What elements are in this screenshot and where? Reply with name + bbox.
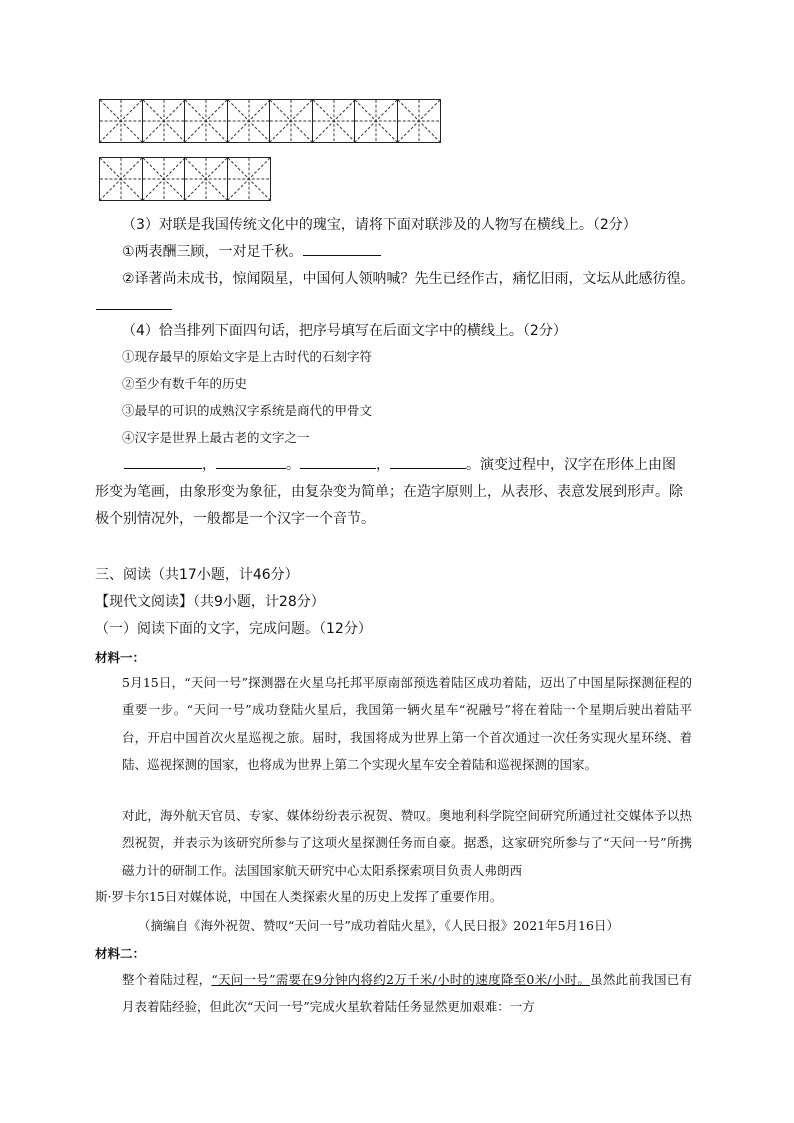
writing-grid-cell[interactable]	[142, 157, 186, 201]
material1-label: 材料一：	[95, 650, 146, 665]
writing-grid-cell[interactable]	[227, 99, 271, 143]
q4-option-3: ③最早的可识的成熟汉字系统是商代的甲骨文	[122, 403, 373, 418]
q4-title: （4）恰当排列下面四句话，把序号填写在后面文字中的横线上。（2分）	[122, 323, 567, 339]
material2-p1	[122, 966, 692, 1021]
section3-sub: 【现代文阅读】（共9小题，计28分）	[95, 594, 325, 610]
q4-para-rest: 形变为笔画，由象形变为象征，由复杂变为简单；在造字原则上，从表形、表意发展到形声。除极个别情况外，一般都是一个汉字一个音节。	[95, 484, 683, 527]
writing-grid-cell[interactable]	[312, 99, 356, 143]
q3-item2-blank[interactable]	[96, 297, 172, 310]
writing-grid-cell[interactable]	[142, 99, 186, 143]
q4-blank-1[interactable]	[124, 456, 202, 469]
material1-p1: 5月15日，“天问一号”探测器在火星乌托邦平原南部预选着陆区成功着陆，迈出了中国星际探测征程的重要一步。“天问一号”成功登陆火星后，我国第一辆火星车“祝融号”将在着陆一个星期后驶出着陆平台，开启中国首次火星巡视之旅。届时，我国将成为世界上第一个首次通过一次任务实现火星环绕、着陆、巡视探测的国家，也将成为世界上第二个实现火星车安全着陆和巡视探测的国家。	[122, 675, 692, 772]
q4-answer-paragraph	[122, 452, 682, 479]
writing-grid-row-1	[99, 99, 439, 143]
q3-item2: ②译著尚未成书，惊闻陨星，中国何人领呐喊？先生已经作古，痛忆旧雨，文坛从此感彷徨。	[122, 271, 695, 287]
writing-grid-cell[interactable]	[99, 99, 143, 143]
material1-source: （摘编自《海外祝贺、赞叹“天问一号”成功着陆火星》，《人民日报》2021年5月16日）	[138, 918, 619, 933]
material2-p1-underlined: “天问一号”需要在9分钟内将约2万千米/小时的速度降至0米/小时。	[211, 972, 591, 987]
q4-sep-1: ，	[202, 457, 216, 473]
material1-p2b: 斯·罗卡尔15日对媒体说，中国在人类探索火星的历史上发挥了重要作用。	[95, 889, 503, 904]
material2-p1-pre: 整个着陆过程，	[122, 972, 212, 987]
material2-label: 材料二：	[95, 946, 146, 961]
section3-part1: （一）阅读下面的文字，完成问题。（12分）	[95, 621, 372, 637]
section3-title: 三、阅读（共17小题，计46分）	[95, 567, 299, 583]
q4-blank-3[interactable]	[300, 456, 376, 469]
material1-p2a: 对此，海外航天官员、专家、媒体纷纷表示祝贺、赞叹。奥地利科学院空间研究所通过社交媒体予以热烈祝贺，并表示为该研究所参与了这项火星探测任务而自豪。据悉，这家研究所参与了“天问一号”所携磁力计的研制工作。法国国家航天研究中心太阳系探索项目负责人弗朗西	[122, 808, 692, 878]
q4-blank-2[interactable]	[216, 456, 286, 469]
q4-para-start: 。演变过程中，汉字在形体上由图	[466, 457, 676, 473]
writing-grid-cell[interactable]	[184, 157, 228, 201]
q3-item1-blank[interactable]	[303, 243, 381, 256]
writing-grid-cell[interactable]	[227, 157, 271, 201]
writing-grid-cell[interactable]	[397, 99, 441, 143]
writing-grid-row-2	[99, 157, 269, 201]
q3-item1-text: ①两表酬三顾，一对足千秋。	[122, 244, 303, 260]
q4-option-4: ④汉字是世界上最古老的文字之一	[122, 430, 310, 445]
material2-p1-post: 虽然此前我国已有月表着陆经验，但此次“天问一号”完成火星软着陆任务显然更加艰难：一方	[122, 972, 692, 1015]
writing-grid-cell[interactable]	[354, 99, 398, 143]
q4-sep-3: ，	[376, 457, 390, 473]
writing-grid-cell[interactable]	[99, 157, 143, 201]
q4-sep-2: 。	[286, 457, 300, 473]
q3-item1	[122, 241, 381, 261]
q4-option-2: ②至少有数千年的历史	[122, 376, 248, 391]
q3-title: （3）对联是我国传统文化中的瑰宝，请将下面对联涉及的人物写在横线上。（2分）	[122, 217, 637, 233]
q4-option-1: ①现存最早的原始文字是上古时代的石刻字符	[122, 349, 373, 364]
writing-grid-cell[interactable]	[269, 99, 313, 143]
writing-grid-cell[interactable]	[184, 99, 228, 143]
q4-blank-4[interactable]	[390, 456, 466, 469]
